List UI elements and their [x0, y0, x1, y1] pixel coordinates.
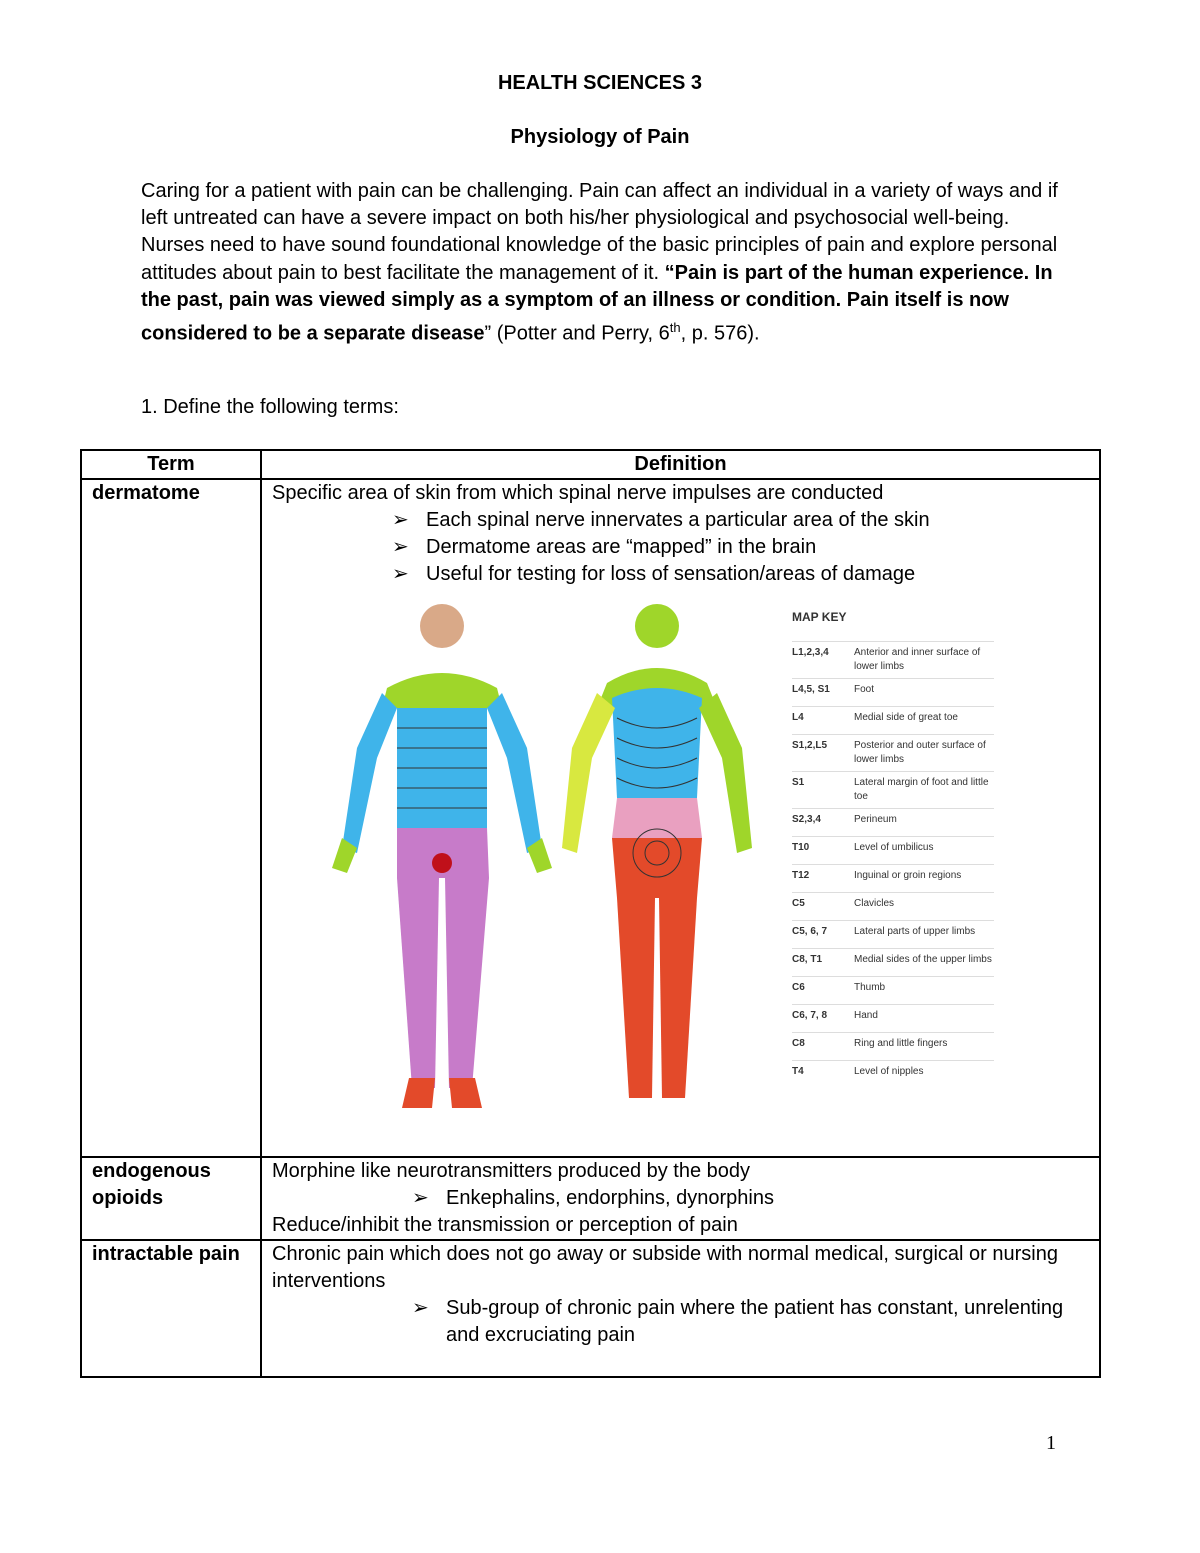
map-key-row — [792, 836, 994, 864]
term-cell: dermatome — [81, 479, 261, 1157]
definition-text: Specific area of skin from which spinal nerve impulses are conducted — [272, 482, 884, 504]
definition-text: Reduce/inhibit the transmission or perception of pain — [272, 1214, 738, 1236]
map-key-code: C6 — [792, 982, 805, 993]
bullet: ➢ Useful for testing for loss of sensation/areas of damage — [392, 561, 1089, 588]
map-key-row — [792, 976, 994, 1004]
map-key-row — [792, 1004, 994, 1032]
map-key-desc: Posterior and outer surface of lower limbs — [854, 740, 986, 765]
map-key-code: C5, 6, 7 — [792, 926, 828, 937]
bullet: ➢ Enkephalins, endorphins, dynorphins — [412, 1185, 1089, 1212]
map-key-desc: Level of umbilicus — [854, 842, 934, 853]
map-key-row — [792, 641, 994, 678]
header-term: Term — [81, 450, 261, 479]
map-key-desc: Medial side of great toe — [854, 712, 958, 723]
map-key-code: T4 — [792, 1066, 804, 1077]
map-key-row — [792, 678, 994, 706]
map-key-code: T10 — [792, 842, 810, 853]
map-key-desc: Lateral margin of foot and little toe — [854, 777, 989, 802]
map-key-row — [792, 948, 994, 976]
map-key-desc: Hand — [854, 1010, 878, 1021]
arrow-bullet-icon: ➢ — [412, 1187, 429, 1209]
map-key-code: C8, T1 — [792, 954, 823, 965]
map-key-code: C5 — [792, 898, 805, 909]
terms-table — [80, 449, 1101, 1378]
map-key-code: S2,3,4 — [792, 814, 821, 825]
dermatome-body-map — [297, 588, 797, 1148]
bullet: ➢ Dermatome areas are “mapped” in the brain — [392, 534, 1089, 561]
map-key-code: L1,2,3,4 — [792, 647, 829, 658]
table-row — [81, 1157, 1100, 1240]
arrow-bullet-icon: ➢ — [392, 509, 409, 531]
course-heading: HEALTH SCIENCES 3 — [497, 72, 703, 94]
term-cell: endogenous opioids — [81, 1157, 261, 1240]
arrow-bullet-icon: ➢ — [412, 1297, 429, 1319]
bullet: ➢ Each spinal nerve innervates a particular area of the skin — [392, 507, 1089, 534]
citation: ” (Potter and Perry, 6 — [484, 322, 670, 345]
map-key-desc: Ring and little fingers — [854, 1038, 948, 1049]
table-row — [81, 1240, 1100, 1377]
map-key-desc: Medial sides of the upper limbs — [854, 954, 992, 965]
dermatome-figure — [272, 588, 1089, 1148]
map-key-code: C8 — [792, 1038, 805, 1049]
map-key-desc: Thumb — [854, 982, 886, 993]
map-key-desc: Perineum — [854, 814, 897, 825]
map-key — [792, 604, 994, 1088]
map-key-row — [792, 808, 994, 836]
map-key-code: C6, 7, 8 — [792, 1010, 828, 1021]
map-key-code: L4,5, S1 — [792, 684, 830, 695]
front-body — [332, 604, 552, 1108]
map-key-row — [792, 892, 994, 920]
header-definition: Definition — [261, 450, 1100, 479]
map-key-title: MAP KEY — [792, 610, 847, 624]
intro-paragraph — [141, 178, 1061, 348]
map-key-row — [792, 1032, 994, 1060]
definition-text: Morphine like neurotransmitters produced by the body — [272, 1160, 751, 1182]
definition-cell — [261, 479, 1100, 1157]
back-body — [562, 604, 752, 1098]
map-key-desc: Foot — [854, 684, 875, 695]
bullet: Sub-group of chronic pain where the patient has constant, unrelenting and excruciating pain — [446, 1297, 1064, 1346]
map-key-desc: Anterior and inner surface of lower limbs — [854, 647, 981, 672]
map-key-row — [792, 1060, 994, 1088]
map-key-desc: Clavicles — [854, 898, 895, 909]
definition-cell — [261, 1240, 1100, 1377]
citation-end: , p. 576). — [680, 322, 760, 345]
intro-quote: “Pain is part of the human experience. In the past, pain was viewed simply as a symptom of an illness or condition. Pain itself is now considered to be a separate disease — [141, 261, 1053, 345]
map-key-code: T12 — [792, 870, 810, 881]
page-number: 1 — [1046, 1432, 1056, 1454]
arrow-bullet-icon: ➢ — [392, 563, 409, 585]
map-key-code: S1 — [792, 777, 805, 788]
map-key-desc: Inguinal or groin regions — [854, 870, 962, 881]
definition-text: Chronic pain which does not go away or subside with normal medical, surgical or nursing interventions — [272, 1243, 1058, 1292]
map-key-row — [792, 771, 994, 808]
table-row — [81, 479, 1100, 1157]
definition-cell — [261, 1157, 1100, 1240]
map-key-row — [792, 864, 994, 892]
term-cell: intractable pain — [81, 1240, 261, 1377]
map-key-row — [792, 706, 994, 734]
intro-text: Caring for a patient with pain can be challenging. Pain can affect an individual in a variety of ways and if left untreated can have a severe impact on both his/her physiological and psychosocial well-being. Nurses need to have sound foundational knowledge of the basic principles of pain and explore personal attitudes about pain to best facilitate the management of it. — [141, 180, 1058, 284]
map-key-desc: Lateral parts of upper limbs — [854, 926, 976, 937]
map-key-row — [792, 920, 994, 948]
map-key-desc: Level of nipples — [854, 1066, 924, 1077]
question-1: 1. Define the following terms: — [141, 396, 399, 418]
map-key-code: L4 — [792, 712, 804, 723]
citation-sup: th — [669, 320, 681, 336]
page-title: Physiology of Pain — [510, 126, 690, 148]
map-key-row — [792, 734, 994, 771]
map-key-code: S1,2,L5 — [792, 740, 828, 751]
arrow-bullet-icon: ➢ — [392, 536, 409, 558]
